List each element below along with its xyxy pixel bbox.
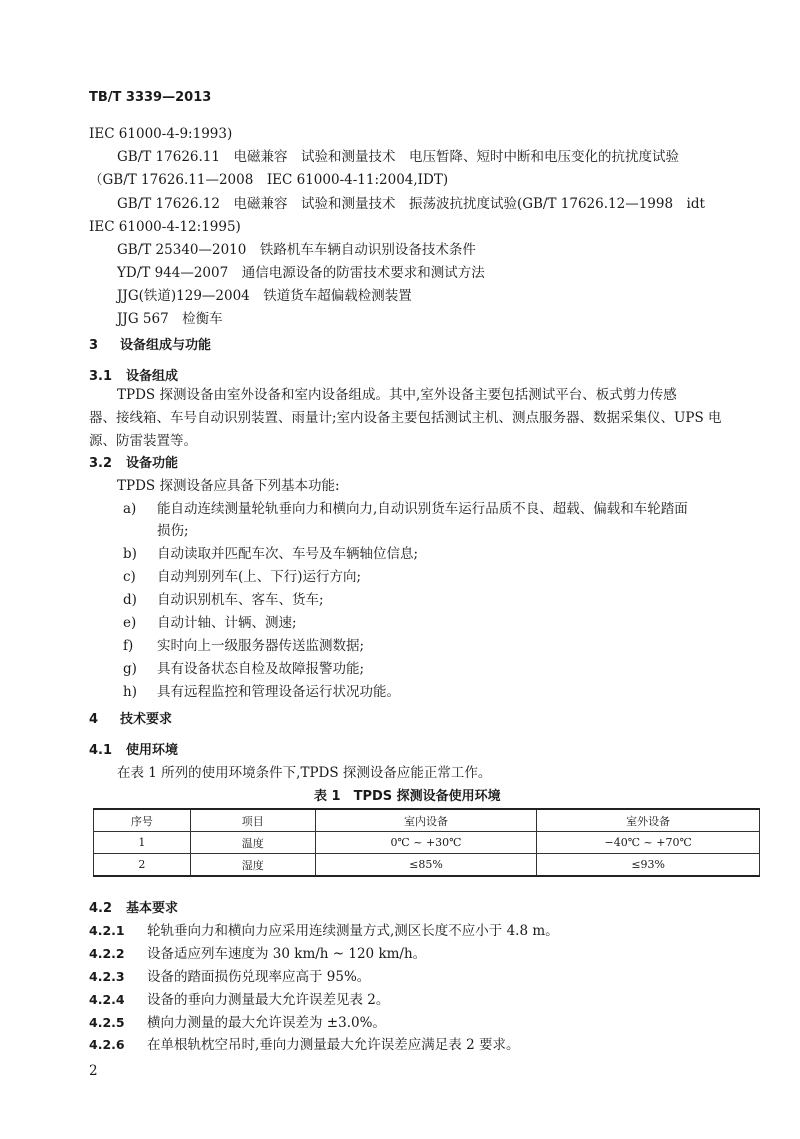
document-id: TB/T 3339—2013 — [89, 90, 212, 105]
list-item — [123, 522, 189, 540]
table-caption: 表 1 TPDS 探测设备使用环境 — [314, 789, 501, 804]
requirement-line — [89, 1036, 519, 1054]
section-4-heading — [89, 711, 172, 729]
reference-line: GB/T 17626.11 电磁兼容 试验和测量技术 电压暂降、短时中断和电压变化的抗扰度试验 — [117, 149, 679, 165]
table-header-cell: 室外设备 — [537, 809, 760, 832]
paragraph-line: TPDS 探测设备由室外设备和室内设备组成。其中,室外设备主要包括测试平台、板式剪力传感 — [117, 387, 677, 403]
clause-number: 4.2.3 — [89, 969, 125, 984]
paragraph-line: 在表 1 所列的使用环境条件下,TPDS 探测设备应能正常工作。 — [117, 765, 492, 781]
list-index: f) — [123, 638, 134, 654]
table-cell: 温度 — [190, 832, 315, 854]
reference-line: （GB/T 17626.11—2008 IEC 61000-4-11:2004,IDT) — [89, 172, 449, 188]
subsection-title: 设备功能 — [126, 456, 179, 471]
list-index: d) — [123, 592, 137, 608]
table-row — [94, 854, 760, 877]
list-index: b) — [123, 546, 137, 562]
list-item — [123, 660, 364, 678]
clause-number: 4.2.1 — [89, 923, 125, 938]
list-text: 具有远程监控和管理设备运行状况功能。 — [157, 684, 400, 700]
subsection-4-2-heading — [89, 900, 178, 918]
clause-number: 4.2.6 — [89, 1037, 125, 1052]
requirement-line — [89, 1014, 386, 1032]
reference-line: YD/T 944—2007 通信电源设备的防雷技术要求和测试方法 — [117, 265, 485, 281]
subsection-number: 3.2 — [89, 456, 113, 471]
list-index: a) — [123, 501, 137, 517]
reference-line: JJG 567 检衡车 — [117, 311, 223, 327]
list-item — [123, 500, 688, 518]
subsection-number: 3.1 — [89, 369, 113, 384]
table-header-row — [94, 809, 760, 832]
environment-table — [93, 808, 760, 877]
clause-text: 在单根轨枕空吊时,垂向力测量最大允许误差应满足表 2 要求。 — [147, 1037, 520, 1053]
subsection-3-2-heading — [89, 455, 178, 473]
reference-line: GB/T 17626.12 电磁兼容 试验和测量技术 振荡波抗扰度试验(GB/T 17626.12—1998 idt — [117, 196, 705, 212]
table-cell: 1 — [94, 832, 191, 854]
paragraph-line: TPDS 探测设备应具备下列基本功能: — [117, 478, 340, 494]
list-text: 自动判别列车(上、下行)运行方向; — [157, 569, 362, 585]
subsection-title: 使用环境 — [126, 743, 179, 758]
list-index: c) — [123, 569, 136, 585]
requirement-line — [89, 922, 559, 940]
section-number: 3 — [89, 338, 99, 353]
section-number: 4 — [89, 712, 99, 727]
list-index: g) — [123, 661, 137, 677]
table-cell: ≤93% — [537, 854, 760, 877]
paragraph-line: 器、接线箱、车号自动识别装置、雨量计;室内设备主要包括测试主机、测点服务器、数据采集仪、UPS 电 — [89, 410, 722, 426]
table-header-cell: 序号 — [94, 809, 191, 832]
table-cell: 0℃ ~ +30℃ — [315, 832, 537, 854]
paragraph-line: 源、防雷装置等。 — [89, 433, 197, 449]
section-title: 技术要求 — [120, 712, 173, 727]
clause-text: 设备的垂向力测量最大允许误差见表 2。 — [147, 992, 390, 1008]
requirement-line — [89, 945, 426, 963]
clause-text: 设备适应列车速度为 30 km/h ~ 120 km/h。 — [147, 946, 427, 962]
list-item — [123, 614, 297, 632]
reference-line: JJG(铁道)129—2004 铁道货车超偏载检测装置 — [117, 288, 412, 304]
clause-number: 4.2.4 — [89, 992, 125, 1007]
list-text: 自动识别机车、客车、货车; — [157, 592, 324, 608]
subsection-number: 4.2 — [89, 901, 113, 916]
clause-text: 横向力测量的最大允许误差为 ±3.0%。 — [147, 1015, 386, 1031]
page-number: 2 — [89, 1063, 98, 1079]
list-item — [123, 568, 361, 586]
clause-number: 4.2.5 — [89, 1015, 125, 1030]
clause-text: 轮轨垂向力和横向力应采用连续测量方式,测区长度不应小于 4.8 m。 — [147, 923, 559, 939]
subsection-number: 4.1 — [89, 743, 113, 758]
list-text: 实时向上一级服务器传送监测数据; — [157, 638, 365, 654]
list-item — [123, 545, 418, 563]
subsection-title: 基本要求 — [126, 901, 179, 916]
subsection-title: 设备组成 — [126, 369, 179, 384]
clause-text: 设备的踏面损伤兑现率应高于 95%。 — [147, 969, 371, 985]
list-text: 自动读取并匹配车次、车号及车辆轴位信息; — [157, 546, 419, 562]
list-item — [123, 591, 324, 609]
table-cell: 湿度 — [190, 854, 315, 877]
table-header-cell: 室内设备 — [315, 809, 537, 832]
list-item — [123, 637, 364, 655]
section-title: 设备组成与功能 — [120, 338, 212, 353]
table-cell: ≤85% — [315, 854, 537, 877]
list-index: h) — [123, 684, 137, 700]
subsection-3-1-heading — [89, 368, 178, 386]
table-cell: −40℃ ~ +70℃ — [537, 832, 760, 854]
list-text: 损伤; — [157, 523, 189, 539]
reference-line: IEC 61000-4-12:1995) — [89, 219, 241, 235]
requirement-line — [89, 968, 370, 986]
clause-number: 4.2.2 — [89, 946, 125, 961]
table-header-cell: 项目 — [190, 809, 315, 832]
reference-line: IEC 61000-4-9:1993) — [89, 126, 233, 142]
reference-line: GB/T 25340—2010 铁路机车车辆自动识别设备技术条件 — [117, 242, 476, 258]
list-index: e) — [123, 615, 137, 631]
table-row — [94, 832, 760, 854]
list-text: 具有设备状态自检及故障报警功能; — [157, 661, 365, 677]
subsection-4-1-heading — [89, 742, 178, 760]
requirement-line — [89, 991, 389, 1009]
list-text: 能自动连续测量轮轨垂向力和横向力,自动识别货车运行品质不良、超载、偏载和车轮踏面 — [157, 501, 688, 517]
table-cell: 2 — [94, 854, 191, 877]
list-item — [123, 683, 400, 701]
list-text: 自动计轴、计辆、测速; — [157, 615, 297, 631]
section-3-heading — [89, 337, 211, 355]
